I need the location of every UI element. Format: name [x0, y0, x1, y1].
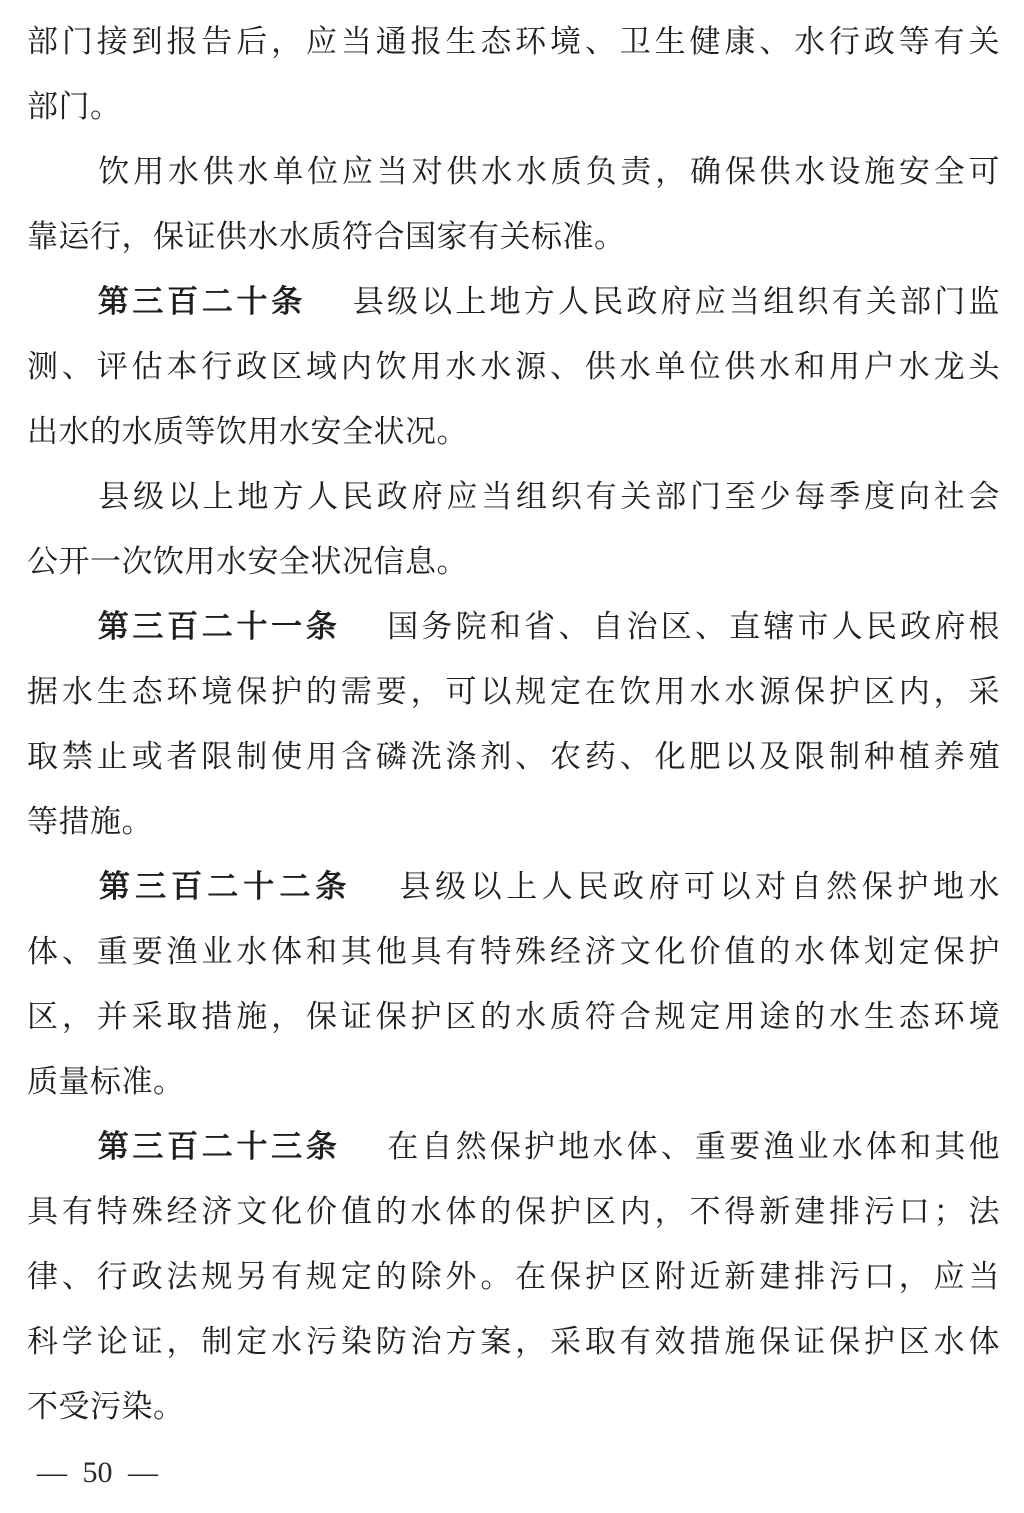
document-line	[27, 204, 1000, 269]
line-text: 取禁止或者限制使用含磷洗涤剂、农药、化肥以及限制种植养殖	[27, 739, 1000, 774]
line-text: 部门。	[27, 89, 122, 124]
document-line	[27, 399, 1000, 464]
document-line	[27, 464, 1000, 529]
line-text: 在自然保护地水体、重要渔业水体和其他	[384, 1129, 1000, 1164]
paragraph	[27, 139, 1000, 269]
paragraph	[27, 9, 1000, 139]
document-line	[27, 724, 1000, 789]
line-text: 县级以上人民政府可以对自然保护地水	[395, 869, 1000, 904]
line-text: 体、重要渔业水体和其他具有特殊经济文化价值的水体划定保护	[27, 934, 1000, 969]
line-text: 具有特殊经济文化价值的水体的保护区内，不得新建排污口；法	[27, 1194, 1000, 1229]
document-line	[27, 269, 1000, 334]
document-body	[27, 9, 1000, 1439]
line-text: 饮用水供水单位应当对供水水质负责，确保供水设施安全可	[95, 154, 1000, 189]
document-line	[27, 74, 1000, 139]
paragraph	[27, 1114, 1000, 1439]
line-text: 等措施。	[27, 804, 153, 839]
article-number: 第三百二十条	[95, 284, 306, 319]
paragraph	[27, 269, 1000, 464]
paragraph	[27, 464, 1000, 594]
line-text: 国务院和省、自治区、直辖市人民政府根	[384, 609, 1000, 644]
document-line	[27, 1179, 1000, 1244]
article-number-gap	[341, 1156, 385, 1157]
document-line	[27, 9, 1000, 74]
document-line	[27, 139, 1000, 204]
paragraph	[27, 854, 1000, 1114]
line-text: 公开一次饮用水安全状况信息。	[27, 544, 468, 579]
document-line	[27, 1114, 1000, 1179]
line-text: 不受污染。	[27, 1389, 185, 1424]
document-line	[27, 1309, 1000, 1374]
article-number-gap	[341, 636, 385, 637]
article-number-gap	[306, 311, 350, 312]
document-line	[27, 334, 1000, 399]
line-text: 县级以上地方人民政府应当组织有关部门至少每季度向社会	[95, 479, 1000, 514]
line-text: 据水生态环境保护的需要，可以规定在饮用水水源保护区内，采	[27, 674, 1000, 709]
line-text: 质量标准。	[27, 1064, 185, 1099]
line-text: 测、评估本行政区域内饮用水水源、供水单位供水和用户水龙头	[27, 349, 1000, 384]
paragraph	[27, 594, 1000, 854]
article-number: 第三百二十二条	[95, 869, 352, 904]
line-text: 区，并采取措施，保证保护区的水质符合规定用途的水生态环境	[27, 999, 1000, 1034]
line-text: 出水的水质等饮用水安全状况。	[27, 414, 468, 449]
article-number: 第三百二十一条	[95, 609, 341, 644]
document-line	[27, 594, 1000, 659]
document-line	[27, 1049, 1000, 1114]
line-text: 县级以上地方人民政府应当组织有关部门监	[349, 284, 1000, 319]
document-line	[27, 529, 1000, 594]
page-number: — 50 —	[37, 1456, 158, 1489]
document-line	[27, 854, 1000, 919]
line-text: 靠运行，保证供水水质符合国家有关标准。	[27, 219, 626, 254]
document-line	[27, 984, 1000, 1049]
document-line	[27, 919, 1000, 984]
line-text: 部门接到报告后，应当通报生态环境、卫生健康、水行政等有关	[27, 24, 1000, 59]
article-number: 第三百二十三条	[95, 1129, 341, 1164]
document-line	[27, 1374, 1000, 1439]
line-text: 律、行政法规另有规定的除外。在保护区附近新建排污口，应当	[27, 1259, 1000, 1294]
document-line	[27, 659, 1000, 724]
document-line	[27, 789, 1000, 854]
page-footer	[27, 1455, 1000, 1491]
article-number-gap	[351, 896, 395, 897]
document-line	[27, 1244, 1000, 1309]
line-text: 科学论证，制定水污染防治方案，采取有效措施保证保护区水体	[27, 1324, 1000, 1359]
